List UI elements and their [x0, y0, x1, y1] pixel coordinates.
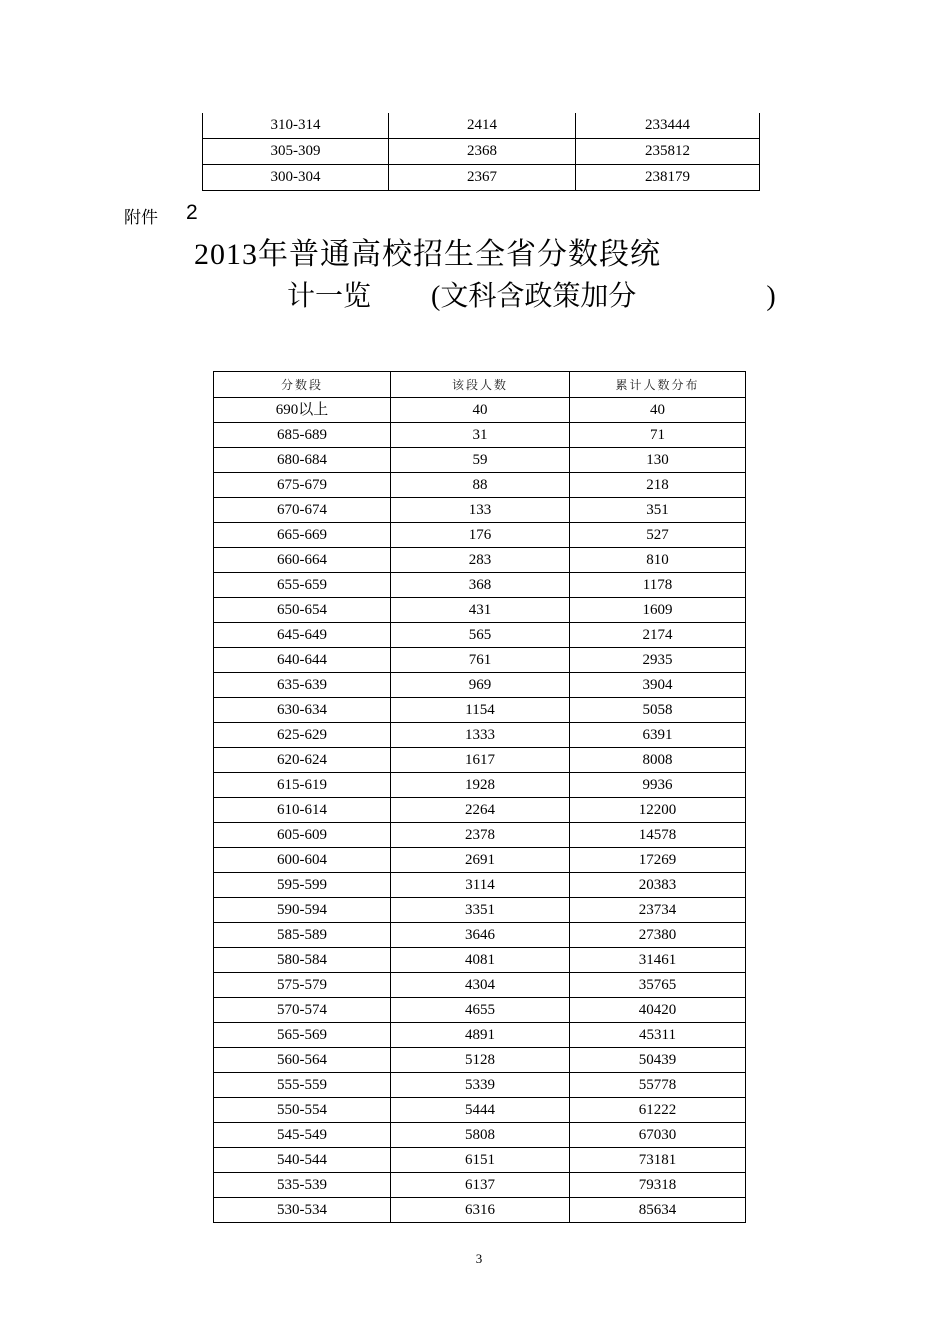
table-row [214, 1148, 746, 1173]
count-cell: 3114 [391, 873, 570, 898]
cumulative-cell: 3904 [570, 673, 746, 698]
table-row [214, 798, 746, 823]
score-range-cell: 685-689 [214, 423, 391, 448]
cumulative-cell: 6391 [570, 723, 746, 748]
count-cell: 3351 [391, 898, 570, 923]
table-row [214, 773, 746, 798]
count-cell: 2264 [391, 798, 570, 823]
count-cell: 1617 [391, 748, 570, 773]
cumulative-cell: 40420 [570, 998, 746, 1023]
table-row [214, 698, 746, 723]
count-cell: 1928 [391, 773, 570, 798]
score-range-cell: 565-569 [214, 1023, 391, 1048]
attachment-label: 附件 [124, 208, 158, 227]
table-row [214, 1123, 746, 1148]
cumulative-cell: 527 [570, 523, 746, 548]
table-row [214, 948, 746, 973]
count-cell: 4891 [391, 1023, 570, 1048]
cumulative-cell: 17269 [570, 848, 746, 873]
score-range-cell: 655-659 [214, 573, 391, 598]
table-row [214, 648, 746, 673]
cumulative-cell: 61222 [570, 1098, 746, 1123]
table-row [214, 473, 746, 498]
count-cell: 40 [391, 398, 570, 423]
cumulative-cell: 233444 [576, 113, 760, 139]
count-cell: 431 [391, 598, 570, 623]
cumulative-cell: 218 [570, 473, 746, 498]
score-range-cell: 670-674 [214, 498, 391, 523]
score-range-cell: 680-684 [214, 448, 391, 473]
title-line2-part1: 计一览 [287, 281, 372, 312]
cumulative-cell: 27380 [570, 923, 746, 948]
continued-score-table [202, 113, 760, 191]
score-range-cell: 575-579 [214, 973, 391, 998]
table-row [214, 1098, 746, 1123]
score-range-cell: 530-534 [214, 1198, 391, 1223]
cumulative-cell: 235812 [576, 139, 760, 165]
table-row [214, 1173, 746, 1198]
score-range-cell: 310-314 [203, 113, 389, 139]
cumulative-cell: 238179 [576, 165, 760, 191]
count-cell: 1154 [391, 698, 570, 723]
count-cell: 2368 [389, 139, 576, 165]
score-range-cell: 570-574 [214, 998, 391, 1023]
table-row [214, 1048, 746, 1073]
table-row [214, 573, 746, 598]
cumulative-cell: 85634 [570, 1198, 746, 1223]
table-row [214, 673, 746, 698]
count-cell: 133 [391, 498, 570, 523]
cumulative-cell: 20383 [570, 873, 746, 898]
table-row [214, 998, 746, 1023]
score-range-cell: 560-564 [214, 1048, 391, 1073]
continued-score-table-body [203, 113, 760, 191]
score-range-cell: 645-649 [214, 623, 391, 648]
score-range-cell: 620-624 [214, 748, 391, 773]
score-range-cell: 615-619 [214, 773, 391, 798]
cumulative-cell: 810 [570, 548, 746, 573]
table-row [214, 523, 746, 548]
cumulative-cell: 50439 [570, 1048, 746, 1073]
title-line2-part2: (文科含政策加分 [431, 281, 637, 312]
cumulative-cell: 55778 [570, 1073, 746, 1098]
table-row [214, 1198, 746, 1223]
table-row [214, 923, 746, 948]
score-range-cell: 640-644 [214, 648, 391, 673]
table-row [203, 113, 760, 139]
count-cell: 6137 [391, 1173, 570, 1198]
cumulative-cell: 45311 [570, 1023, 746, 1048]
score-range-cell: 535-539 [214, 1173, 391, 1198]
score-range-cell: 590-594 [214, 898, 391, 923]
count-cell: 2367 [389, 165, 576, 191]
score-range-cell: 600-604 [214, 848, 391, 873]
count-cell: 6316 [391, 1198, 570, 1223]
count-cell: 88 [391, 473, 570, 498]
cumulative-cell: 2935 [570, 648, 746, 673]
score-range-cell: 625-629 [214, 723, 391, 748]
count-cell: 5128 [391, 1048, 570, 1073]
cumulative-cell: 73181 [570, 1148, 746, 1173]
count-cell: 368 [391, 573, 570, 598]
table-row [214, 898, 746, 923]
score-distribution-table [213, 371, 746, 1223]
document-title-line1: 2013年普通高校招生全省分数段统 [194, 238, 661, 271]
table-row [214, 823, 746, 848]
cumulative-cell: 71 [570, 423, 746, 448]
score-range-cell: 660-664 [214, 548, 391, 573]
score-range-cell: 665-669 [214, 523, 391, 548]
table-row [214, 623, 746, 648]
score-range-cell: 635-639 [214, 673, 391, 698]
score-range-cell: 675-679 [214, 473, 391, 498]
score-range-cell: 630-634 [214, 698, 391, 723]
page-number: 3 [475, 1251, 483, 1266]
cumulative-cell: 1609 [570, 598, 746, 623]
table-header-row [214, 372, 746, 398]
score-range-cell: 595-599 [214, 873, 391, 898]
table-row [214, 548, 746, 573]
score-range-cell: 305-309 [203, 139, 389, 165]
score-range-cell: 580-584 [214, 948, 391, 973]
table-row [214, 848, 746, 873]
score-range-cell: 650-654 [214, 598, 391, 623]
count-cell: 5444 [391, 1098, 570, 1123]
cumulative-cell: 35765 [570, 973, 746, 998]
table-row [214, 423, 746, 448]
count-cell: 761 [391, 648, 570, 673]
score-range-cell: 690以上 [214, 398, 391, 423]
count-cell: 283 [391, 548, 570, 573]
table-row [214, 1073, 746, 1098]
cumulative-cell: 1178 [570, 573, 746, 598]
count-cell: 2378 [391, 823, 570, 848]
count-cell: 4304 [391, 973, 570, 998]
score-range-cell: 550-554 [214, 1098, 391, 1123]
attachment-number: 2 [186, 201, 198, 224]
table-row [214, 1023, 746, 1048]
score-range-cell: 610-614 [214, 798, 391, 823]
score-range-cell: 605-609 [214, 823, 391, 848]
cumulative-cell: 351 [570, 498, 746, 523]
cumulative-cell: 130 [570, 448, 746, 473]
count-cell: 5808 [391, 1123, 570, 1148]
score-range-cell: 300-304 [203, 165, 389, 191]
table-row [214, 873, 746, 898]
count-cell: 2414 [389, 113, 576, 139]
count-cell: 2691 [391, 848, 570, 873]
score-range-cell: 545-549 [214, 1123, 391, 1148]
count-cell: 5339 [391, 1073, 570, 1098]
count-cell: 1333 [391, 723, 570, 748]
table-row [214, 498, 746, 523]
score-range-cell: 555-559 [214, 1073, 391, 1098]
table-row [214, 398, 746, 423]
score-range-cell: 585-589 [214, 923, 391, 948]
cumulative-cell: 40 [570, 398, 746, 423]
count-cell: 969 [391, 673, 570, 698]
count-cell: 6151 [391, 1148, 570, 1173]
cumulative-cell: 12200 [570, 798, 746, 823]
score-distribution-table-body [214, 372, 746, 1223]
count-cell: 59 [391, 448, 570, 473]
table-row [214, 448, 746, 473]
cumulative-cell: 79318 [570, 1173, 746, 1198]
table-row [203, 165, 760, 191]
cumulative-cell: 8008 [570, 748, 746, 773]
table-row [214, 748, 746, 773]
count-cell: 3646 [391, 923, 570, 948]
count-cell: 31 [391, 423, 570, 448]
table-row [214, 723, 746, 748]
header-cumulative: 累计人数分布 [570, 372, 746, 398]
document-title-line2 [287, 274, 776, 314]
count-cell: 4655 [391, 998, 570, 1023]
cumulative-cell: 23734 [570, 898, 746, 923]
score-range-cell: 540-544 [214, 1148, 391, 1173]
cumulative-cell: 9936 [570, 773, 746, 798]
title-line2-part3: ) [766, 281, 776, 312]
cumulative-cell: 31461 [570, 948, 746, 973]
table-row [214, 598, 746, 623]
cumulative-cell: 14578 [570, 823, 746, 848]
count-cell: 176 [391, 523, 570, 548]
cumulative-cell: 5058 [570, 698, 746, 723]
cumulative-cell: 67030 [570, 1123, 746, 1148]
count-cell: 4081 [391, 948, 570, 973]
header-count: 该段人数 [391, 372, 570, 398]
table-row [203, 139, 760, 165]
table-row [214, 973, 746, 998]
cumulative-cell: 2174 [570, 623, 746, 648]
header-score-range: 分数段 [214, 372, 391, 398]
count-cell: 565 [391, 623, 570, 648]
